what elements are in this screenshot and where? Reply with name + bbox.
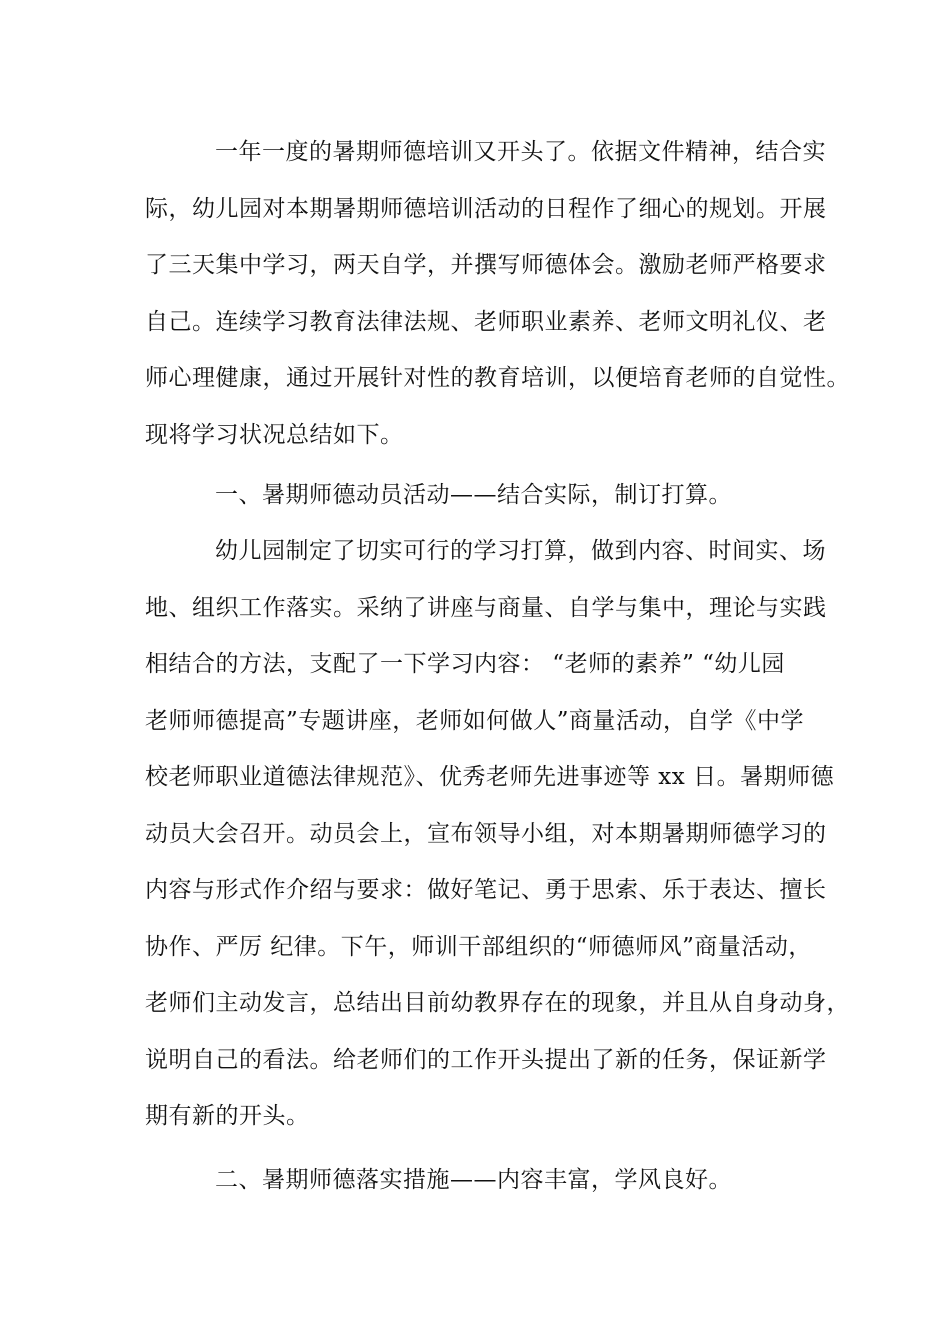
text-line: 现将学习状况总结如下。 [145, 421, 404, 448]
text-line: 期有新的开头。 [145, 1103, 310, 1129]
text-line: 老师师德提高”专题讲座，老师如何做人”商量活动，自学《中学 [145, 707, 805, 734]
text-line: 相结合的方法，支配了一下学习内容： “老师的素养” “幼儿园 [145, 651, 785, 677]
text-line: 协作、严厉 纪律。下午，师训干部组织的“师德师风”商量活动， [145, 933, 812, 960]
paragraph-intro [145, 124, 850, 463]
section-heading-2 [145, 1152, 805, 1209]
text-line: 校老师职业道德法律规范》、优秀老师先进事迹等 xx 日。暑期师德 [145, 764, 835, 790]
text-line: 了三天集中学习，两天自学，并撰写师德体会。激励老师严格要求 [145, 252, 827, 278]
paragraph-section-1 [145, 523, 850, 1145]
text-line: 师心理健康，通过开展针对性的教育培训，以便培育老师的自觉性。 [145, 365, 850, 391]
heading-text: 一、暑期师德动员活动——结合实际，制订打算。 [215, 482, 732, 508]
text-line: 说明自己的看法。给老师们的工作开头提出了新的任务，保证新学 [145, 1046, 827, 1073]
text-line: 自己。连续学习教育法律法规、老师职业素养、老师文明礼仪、老 [145, 308, 827, 335]
section-heading-1 [145, 467, 805, 524]
text-line: 幼儿园制定了切实可行的学习打算，做到内容、时间实、场 [215, 538, 826, 564]
text-line: 动员大会召开。动员会上，宣布领导小组，对本期暑期师德学习的 [145, 820, 827, 847]
text-line: 地、组织工作落实。采纳了讲座与商量、自学与集中，理论与实践 [145, 594, 827, 621]
text-line: 一年一度的暑期师德培训又开头了。依据文件精神，结合实 [215, 139, 826, 165]
text-line: 内容与形式作介绍与要求：做好笔记、勇于思索、乐于表达、擅长 [145, 877, 827, 903]
text-line: 际，幼儿园对本期暑期师德培训活动的日程作了细心的规划。开展 [145, 195, 827, 222]
text-line: 老师们主动发言，总结出目前幼教界存在的现象，并且从自身动身， [145, 990, 850, 1016]
heading-text: 二、暑期师德落实措施——内容丰富，学风良好。 [215, 1167, 732, 1193]
